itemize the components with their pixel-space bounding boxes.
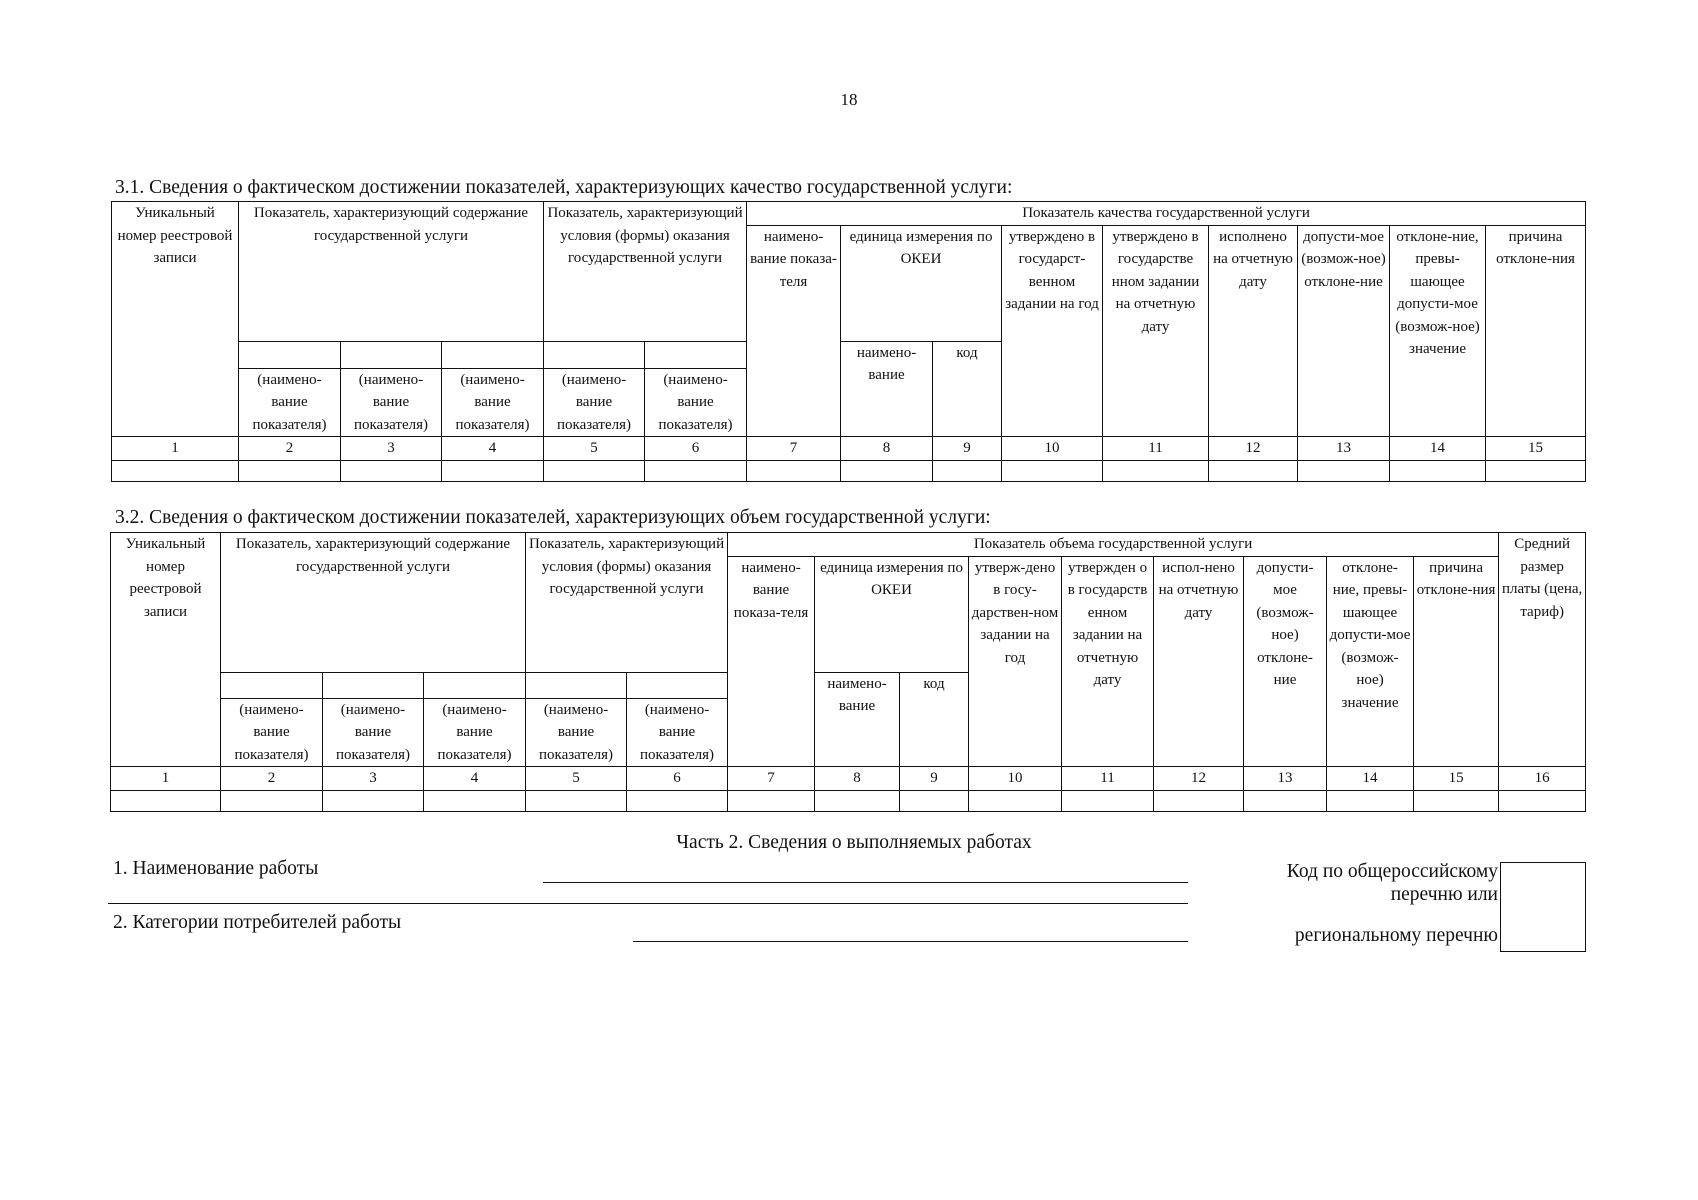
consumers-label: 2. Категории потребителей работы [113, 912, 402, 933]
t1-empty-cell [341, 341, 442, 368]
t2-unique-record-header: Уникальный номер реестровой записи [111, 533, 221, 767]
t1-col-number: 4 [442, 437, 544, 461]
t2-col-number: 4 [424, 767, 526, 791]
t2-col-number: 5 [526, 767, 627, 791]
t2-col10-header: утверж-дено в госу-дарствен-ном задании на год [969, 556, 1062, 767]
part2-title: Часть 2. Сведения о выполняемых работах [676, 832, 1032, 853]
t2-data-cell[interactable] [815, 790, 900, 811]
t1-empty-cell [645, 341, 747, 368]
t1-col14-header: отклоне-ние, превы-шающее допусти-мое (возмож-ное) значение [1390, 225, 1486, 437]
t1-col15-header: причина отклоне-ния [1486, 225, 1586, 437]
t1-column-numbers-row [112, 437, 1586, 461]
t1-col2-header: (наимено-вание показателя) [239, 368, 341, 437]
t2-col13-header: допусти-мое (возмож-ное) отклоне-ние [1244, 556, 1327, 767]
t2-col15-header: причина отклоне-ния [1414, 556, 1499, 767]
t2-empty-cell [526, 672, 627, 698]
t2-col-number: 8 [815, 767, 900, 791]
t2-data-cell[interactable] [1414, 790, 1499, 811]
t1-col-number: 8 [841, 437, 933, 461]
t1-unit-okei-header: единица измерения по ОКЕИ [841, 225, 1002, 341]
t1-col-number: 3 [341, 437, 442, 461]
t1-empty-cell [544, 341, 645, 368]
t1-empty-cell [239, 341, 341, 368]
t2-col-number: 10 [969, 767, 1062, 791]
t2-data-cell[interactable] [1154, 790, 1244, 811]
t2-data-cell[interactable] [969, 790, 1062, 811]
t1-data-cell[interactable] [1390, 460, 1486, 481]
t2-col16-header: Средний размер платы (цена, тариф) [1499, 533, 1586, 767]
t2-col-number: 13 [1244, 767, 1327, 791]
t2-data-cell[interactable] [111, 790, 221, 811]
code-label-line2: перечню или [1390, 884, 1498, 905]
t2-col-number: 9 [900, 767, 969, 791]
t2-conditions-indicator-header: Показатель, характеризующий условия (формы) оказания государственной услуги [526, 533, 728, 673]
t2-col-number: 1 [111, 767, 221, 791]
t1-data-cell[interactable] [841, 460, 933, 481]
t2-unit-okei-header: единица измерения по ОКЕИ [815, 556, 969, 672]
t1-col-number: 15 [1486, 437, 1586, 461]
t1-data-cell[interactable] [1298, 460, 1390, 481]
t1-col5-header: (наимено-вание показателя) [544, 368, 645, 437]
t1-col6-header: (наимено-вание показателя) [645, 368, 747, 437]
t2-col-number: 2 [221, 767, 323, 791]
t2-col-number: 14 [1327, 767, 1414, 791]
t1-data-cell[interactable] [1486, 460, 1586, 481]
t2-col8-header: наимено-вание [815, 672, 900, 767]
t1-col-number: 11 [1103, 437, 1209, 461]
t1-data-cell[interactable] [1002, 460, 1103, 481]
t2-col11-header: утвержден о в государств енном задании на отчетную дату [1062, 556, 1154, 767]
t1-col-number: 12 [1209, 437, 1298, 461]
t1-data-cell[interactable] [1209, 460, 1298, 481]
t1-col7-header: наимено-вание показа-теля [747, 225, 841, 437]
t2-col-number: 3 [323, 767, 424, 791]
t2-col6-header: (наимено-вание показателя) [627, 698, 728, 767]
t2-data-cell[interactable] [728, 790, 815, 811]
t1-col10-header: утверждено в государст-венном задании на год [1002, 225, 1103, 437]
t2-col5-header: (наимено-вание показателя) [526, 698, 627, 767]
t1-data-cell[interactable] [933, 460, 1002, 481]
section-3-2-title: 3.2. Сведения о фактическом достижении показателей, характеризующих объем государственной услуги: [115, 507, 991, 528]
t2-empty-cell [221, 672, 323, 698]
t1-unique-record-header: Уникальный номер реестровой записи [112, 202, 239, 437]
t1-col9-header: код [933, 341, 1002, 437]
work-name-label: 1. Наименование работы [113, 858, 319, 879]
t2-column-numbers-row [111, 767, 1586, 791]
t2-col-number: 16 [1499, 767, 1586, 791]
t1-data-cell[interactable] [239, 460, 341, 481]
consumers-field[interactable] [633, 941, 1188, 942]
t2-data-cell[interactable] [424, 790, 526, 811]
t2-col-number: 12 [1154, 767, 1244, 791]
t2-data-cell[interactable] [526, 790, 627, 811]
t1-col12-header: исполнено на отчетную дату [1209, 225, 1298, 437]
t2-data-cell[interactable] [1062, 790, 1154, 811]
t2-content-indicator-header: Показатель, характеризующий содержание государственной услуги [221, 533, 526, 673]
t1-data-cell[interactable] [747, 460, 841, 481]
t1-col-number: 5 [544, 437, 645, 461]
t1-col4-header: (наимено-вание показателя) [442, 368, 544, 437]
t1-col-number: 9 [933, 437, 1002, 461]
section-3-1-title: 3.1. Сведения о фактическом достижении показателей, характеризующих качество государственной услуги: [115, 177, 1013, 198]
t2-data-cell[interactable] [1244, 790, 1327, 811]
t2-col7-header: наимено-вание показа-теля [728, 556, 815, 767]
t1-col-number: 6 [645, 437, 747, 461]
t2-col-number: 15 [1414, 767, 1499, 791]
t2-data-cell[interactable] [1327, 790, 1414, 811]
code-label-line3: региональному перечню [1294, 925, 1498, 946]
volume-indicators-table [110, 532, 1586, 812]
t1-col-number: 14 [1390, 437, 1486, 461]
t1-col11-header: утверждено в государстве нном задании на отчетную дату [1103, 225, 1209, 437]
t1-data-cell[interactable] [645, 460, 747, 481]
t2-col14-header: отклоне-ние, превы-шающее допусти-мое (возмож-ное) значение [1327, 556, 1414, 767]
code-label-line1: Код по общероссийскому [1286, 861, 1498, 882]
t2-col4-header: (наимено-вание показателя) [424, 698, 526, 767]
t2-data-cell[interactable] [323, 790, 424, 811]
t1-data-cell[interactable] [112, 460, 239, 481]
t2-empty-cell [323, 672, 424, 698]
t2-empty-cell [627, 672, 728, 698]
t1-col8-header: наимено-вание [841, 341, 933, 437]
t2-col12-header: испол-нено на отчетную дату [1154, 556, 1244, 767]
work-name-field[interactable] [543, 882, 1188, 883]
t2-data-cell[interactable] [900, 790, 969, 811]
t1-col-number: 2 [239, 437, 341, 461]
t1-data-cell[interactable] [1103, 460, 1209, 481]
t2-col-number: 6 [627, 767, 728, 791]
t2-data-cell[interactable] [627, 790, 728, 811]
t2-col9-header: код [900, 672, 969, 767]
t2-volume-indicator-header: Показатель объема государственной услуги [728, 533, 1499, 557]
t1-col-number: 13 [1298, 437, 1390, 461]
t1-col3-header: (наимено-вание показателя) [341, 368, 442, 437]
part2-title-wrap [0, 832, 1698, 854]
t1-data-cell[interactable] [341, 460, 442, 481]
t2-col-number: 11 [1062, 767, 1154, 791]
work-name-field-line2[interactable] [108, 903, 1188, 904]
page-number: 18 [840, 90, 858, 109]
t2-data-cell[interactable] [1499, 790, 1586, 811]
t2-data-row [111, 790, 1586, 811]
t1-col-number: 10 [1002, 437, 1103, 461]
t1-conditions-indicator-header: Показатель, характеризующий условия (формы) оказания государственной услуги [544, 202, 747, 342]
quality-indicators-table [111, 201, 1586, 482]
t2-col3-header: (наимено-вание показателя) [323, 698, 424, 767]
t1-quality-indicator-header: Показатель качества государственной услуги [747, 202, 1586, 226]
t2-col-number: 7 [728, 767, 815, 791]
t2-col2-header: (наимено-вание показателя) [221, 698, 323, 767]
t1-data-cell[interactable] [442, 460, 544, 481]
t2-data-cell[interactable] [221, 790, 323, 811]
t1-col-number: 7 [747, 437, 841, 461]
t1-col13-header: допусти-мое (возмож-ное) отклоне-ние [1298, 225, 1390, 437]
t1-content-indicator-header: Показатель, характеризующий содержание государственной услуги [239, 202, 544, 342]
registry-code-box[interactable] [1500, 862, 1586, 952]
t1-col-number: 1 [112, 437, 239, 461]
t1-data-row [112, 460, 1586, 481]
t1-data-cell[interactable] [544, 460, 645, 481]
t1-empty-cell [442, 341, 544, 368]
t2-empty-cell [424, 672, 526, 698]
